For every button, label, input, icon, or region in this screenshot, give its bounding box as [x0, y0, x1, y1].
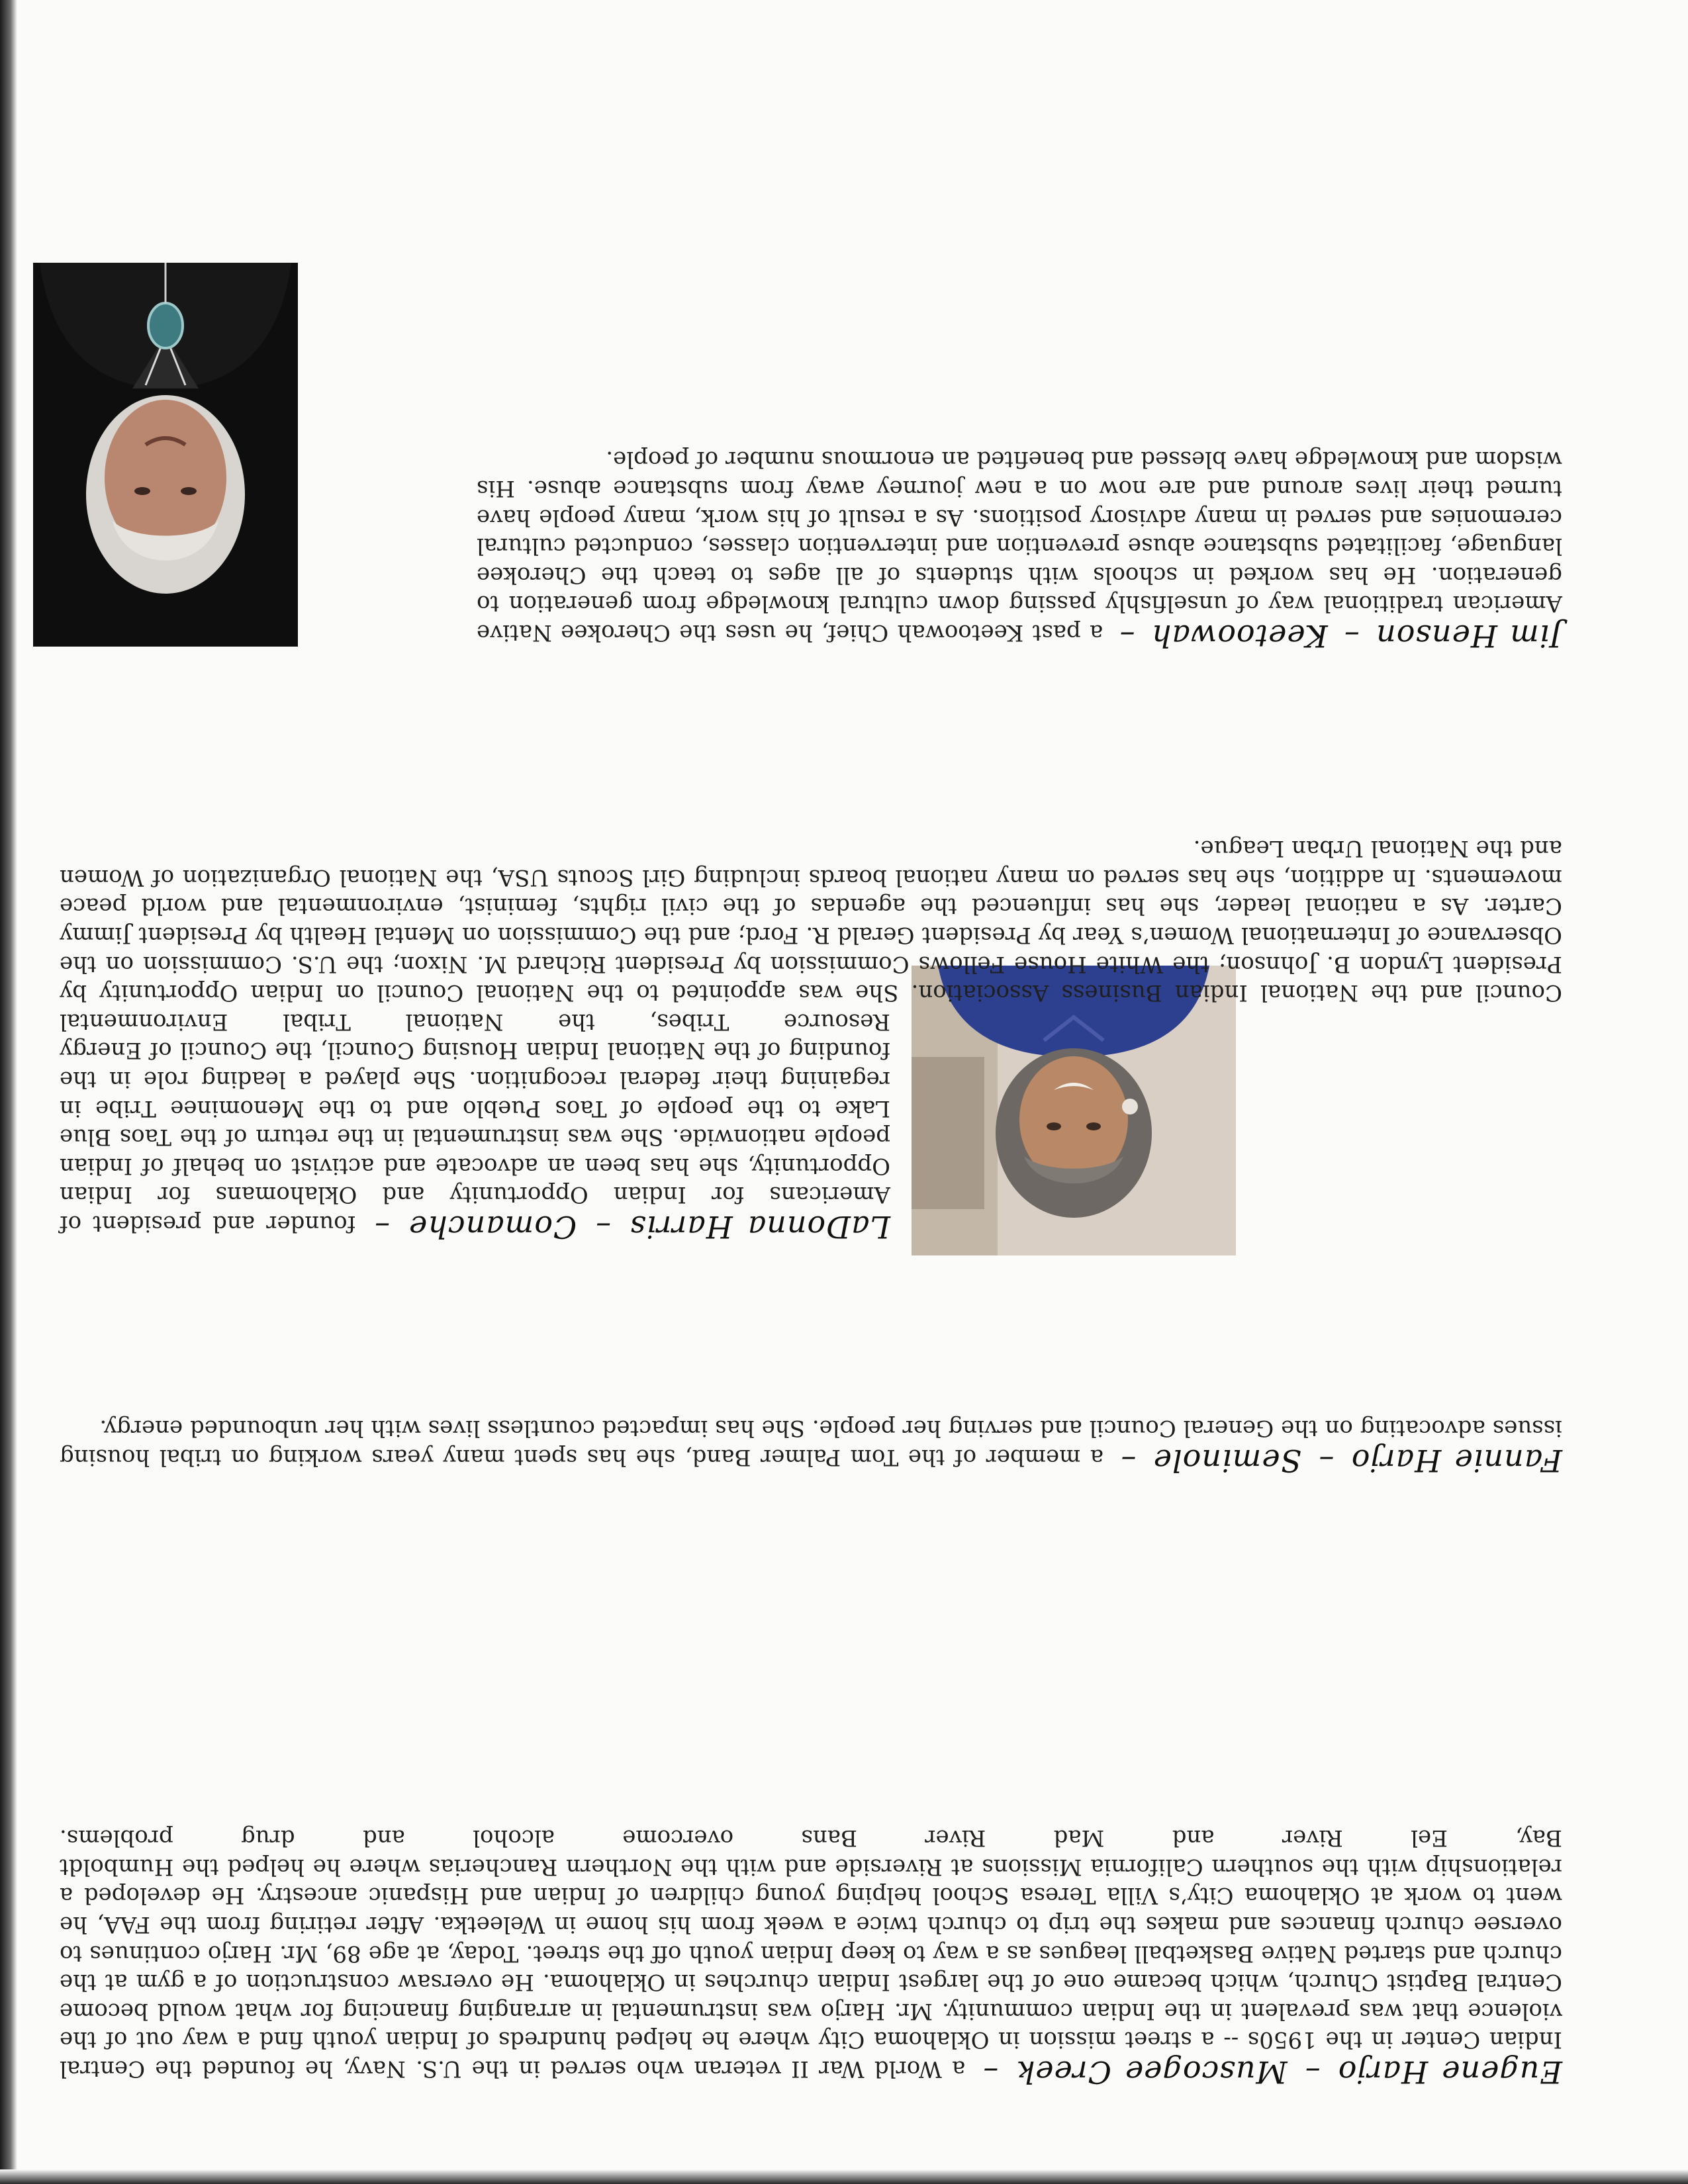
bio-text-line: and to the Menominee Tribe in regaining their federal recognition. She played	[60, 1066, 890, 1122]
bio-text-line: Eel River and Mad River Bans overcome alcohol and drug problems.	[60, 1825, 1448, 1852]
bio-text-line: young children of Indian and Hispanic ancestry. He developed a relationship with the southern	[60, 1853, 1562, 1909]
bio-dash: –	[1305, 1443, 1347, 1479]
bio-name: Fannie Harjo	[1350, 1443, 1562, 1479]
bio-text-line: became one of the largest Indian churches in Oklahoma. He oversaw construction of a gym at the church	[59, 1940, 1562, 1996]
bio-fannie-harjo	[59, 1414, 1562, 1479]
bio-text-line: she has influenced the agendas of the civil rights, feminist, environmental and world peace movements.	[59, 864, 1562, 920]
bio-text-line: wisdom and knowledge have blessed and benefited an enormous number of	[696, 446, 1562, 473]
bio-text-line: impacted countless lives with her unbounded energy.	[99, 1415, 708, 1442]
bio-text-line: hundreds of Indian youth find a way out of the violence that was prevalent in the Indian community. Mr.	[59, 1997, 1562, 2054]
bio-text-line: a leading role in the founding of the National Indian Housing Council, the	[60, 1037, 890, 1093]
bio-dash: –	[359, 1209, 405, 1245]
bio-text-line: founded the Central Indian Center in the 1950s -- a street mission in Oklahoma City where he helped	[59, 2026, 1562, 2082]
bio-paragraph	[59, 1414, 1562, 1479]
bio-tribe: Keetoowah	[1150, 618, 1328, 654]
bio-text-line: their lives around and are now on a new journey away from substance abuse. His	[476, 475, 1474, 502]
bio-text-line: a World War II veteran who served in the U.S. Navy, he	[305, 2056, 966, 2082]
bio-text-line: knowledge from generation to generation. He has worked in schools with	[476, 561, 1562, 617]
bio-paragraph-continued	[60, 834, 1562, 1007]
bio-text-line: for Indian Opportunity and Oklahomans for Indian Opportunity, she has been	[60, 1152, 890, 1208]
bio-tribe: Comanche	[408, 1209, 577, 1245]
bio-text-line: founder and president of Americans	[60, 1181, 890, 1237]
bio-text-line: people.	[606, 446, 690, 473]
bio-text-line: a member of the Tom Palmer Band, she has spent many years	[371, 1444, 1104, 1471]
bio-dash: –	[1107, 1443, 1149, 1479]
bio-dash: –	[1107, 618, 1147, 654]
bio-text-line: Council and the National Indian Business Association. She was appointed to the National Council on	[336, 979, 1562, 1007]
bio-text-line: Harjo was instrumental in arranging financing for what would become Central Baptist Church, which	[60, 1969, 1562, 2025]
bio-tribe: Seminole	[1152, 1443, 1302, 1479]
bio-text-line: and started Native Basketball leagues as a way to keep Indian youth off the street. Today, at age 89, Mr.	[279, 1940, 1476, 1967]
bio-text-line: Organization of Women and the National Urban League.	[59, 835, 1562, 891]
bio-paragraph	[60, 1007, 890, 1245]
bio-text-line: Cherokee Native American traditional way of unselfishly passing down cultural	[477, 590, 1562, 646]
bio-text-line: Indian Opportunity by President Lyndon B. Johnson; the White House Fellows Commission by President	[60, 950, 1562, 1007]
bio-text-line: Weleetka. After retiring from the FAA, he went to work at Oklahoma City’s Villa Teresa School helping	[60, 1882, 1562, 1938]
bio-ladonna-harris	[59, 834, 1562, 1245]
bio-wrapped-block	[60, 1007, 890, 1245]
bio-dash: –	[581, 1209, 626, 1245]
bio-text-line: Richard M. Nixon; the U.S. Commission on the Observance of International Women’s Year by President	[60, 922, 1562, 978]
bio-text-line: a past Keetoowah Chief, he uses the	[679, 619, 1103, 646]
bio-text-line: in many advisory positions. As a result of his work, many people have turned	[477, 475, 1562, 531]
bio-text-line: Council of Energy Resource Tribes, the National Tribal Environmental	[60, 1008, 890, 1064]
bio-dash: –	[1291, 2054, 1334, 2090]
bio-text-line: California Missions at Riverside and with the Northern Rancherias where he helped the Humboldt Bay,	[59, 1825, 1562, 1880]
bio-text-line: Harjo continues to oversee church finances and makes the trip to church twice a week from his home in	[60, 1911, 1562, 1967]
bio-text-line: Gerald R. Ford; and the Commission on Mental Health by President Jimmy Carter. As a national leader,	[59, 893, 1562, 949]
bio-text-line: working on tribal housing issues advocating on the General Council and serving her people. She has	[59, 1415, 1562, 1471]
bio-text-line: prevention and intervention classes, conducted cultural ceremonies and served	[476, 504, 1562, 560]
bio-dash: –	[969, 2054, 1012, 2090]
bio-text-line: students of all ages to teach the Cherokee language, facilitated substance abuse	[477, 533, 1562, 588]
bio-text-line: instrumental in the return of the Taos Blue Lake to the people of Taos Pueblo	[60, 1095, 890, 1151]
bio-text-line: In addition, she has served on many national boards including Girl Scouts USA, the National	[339, 864, 1417, 891]
bio-name: Eugene Harjo	[1337, 2054, 1562, 2090]
bio-paragraph	[476, 445, 1562, 654]
bio-name: Jim Henson	[1376, 618, 1562, 654]
bio-eugene-harjo	[59, 1823, 1562, 2090]
bio-text-line: an advocate and activist on behalf of Indian people nationwide. She was	[60, 1124, 890, 1179]
bio-dash: –	[1331, 618, 1372, 654]
bio-name: LaDonna Harris	[630, 1209, 890, 1245]
bio-paragraph	[59, 1823, 1562, 2090]
photo-jim-henson	[33, 263, 298, 647]
bio-jim-henson	[476, 445, 1562, 654]
bio-tribe: Muscogee Creek	[1015, 2054, 1288, 2090]
portrait-man-image	[33, 263, 298, 647]
